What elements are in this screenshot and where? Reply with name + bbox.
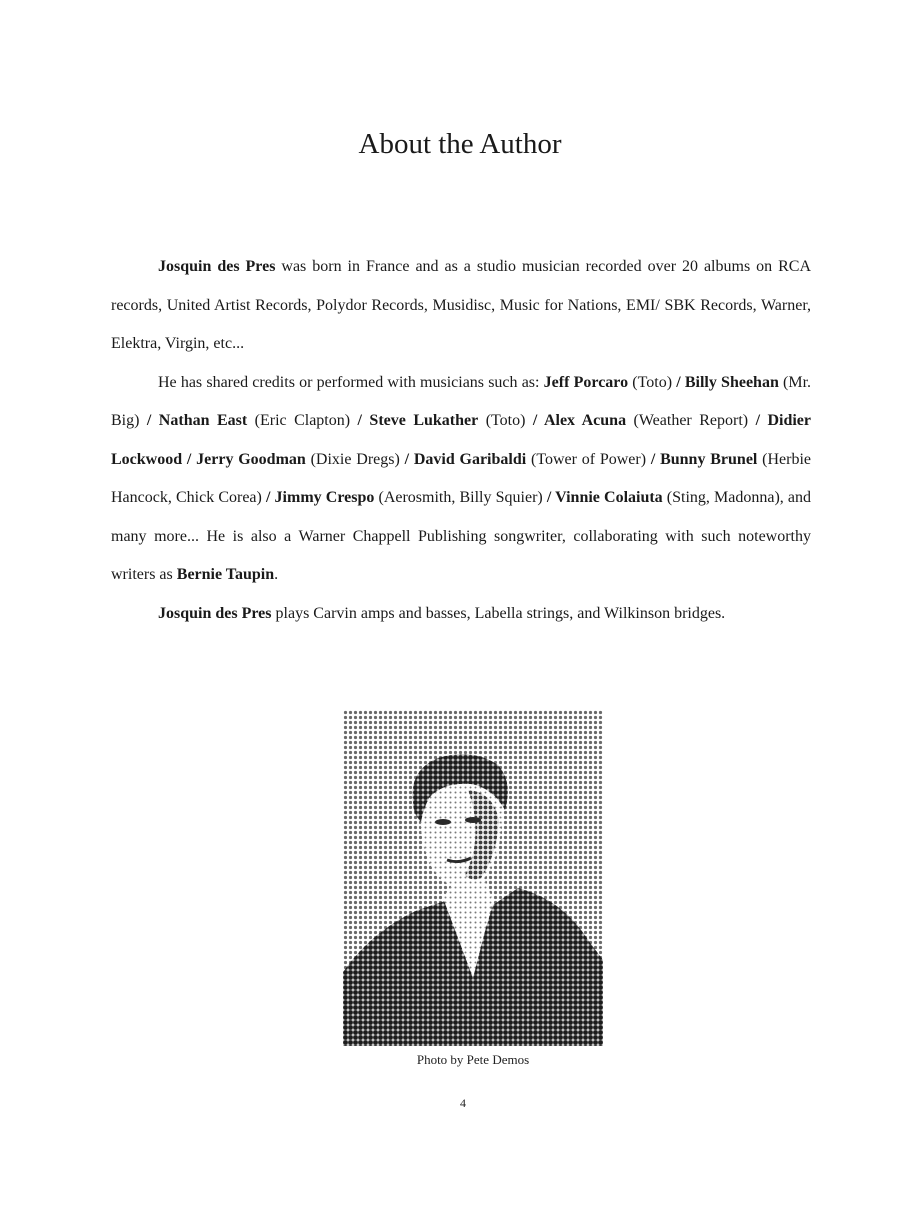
musician-name: / Bunny Brunel — [650, 450, 758, 468]
musician-band: (Herbie Hancock, Chick Corea) — [111, 450, 812, 506]
credits-end: . — [274, 566, 279, 583]
musician-band: (Weather Report) — [626, 412, 756, 429]
bio-paragraph-3 — [111, 595, 811, 634]
credits-outro: He is also a Warner Chappell Publishing songwriter, collaborating with such noteworthy writers as — [111, 527, 811, 583]
bio-paragraph-3-text: plays Carvin amps and basses, Labella strings, and Wilkinson bridges. — [271, 604, 726, 622]
author-bio — [111, 248, 811, 633]
author-name: Josquin des Pres — [158, 258, 276, 275]
musician-band: (Toto) — [628, 373, 677, 391]
page-title: About the Author — [358, 128, 562, 160]
musician-name: / Alex Acuna — [532, 412, 627, 429]
halftone-portrait — [343, 710, 603, 1046]
photo-caption: Photo by Pete Demos — [416, 1052, 530, 1067]
author-photo — [343, 710, 603, 1046]
musician-name: / Jimmy Crespo — [265, 489, 375, 506]
credits-intro: He has shared credits or performed with musicians such as: — [158, 373, 544, 391]
bio-paragraph-2 — [111, 364, 811, 595]
writer-name: Bernie Taupin — [176, 566, 275, 583]
musician-band: (Tower of Power) — [526, 450, 651, 468]
musician-band: (Dixie Dregs) — [305, 450, 405, 468]
musician-band: (Sting, Madonna), and many more... — [111, 489, 812, 545]
musician-name: / Nathan East — [146, 412, 248, 429]
musician-name: Jeff Porcaro — [543, 373, 629, 391]
musician-name: / Didier Lockwood / Jerry Goodman — [111, 412, 812, 468]
author-name: Josquin des Pres — [158, 604, 272, 622]
page-number: 4 — [460, 1096, 466, 1110]
musician-band: (Mr. Big) — [111, 373, 812, 429]
musician-band: (Eric Clapton) — [247, 412, 358, 429]
musician-band: (Aerosmith, Billy Squier) — [374, 489, 547, 506]
musician-name: / Billy Sheehan — [676, 373, 779, 391]
musician-name: / Vinnie Colaiuta — [546, 489, 663, 506]
musician-name: / Steve Lukather — [357, 412, 479, 429]
bio-paragraph-1 — [111, 248, 811, 364]
musician-name: / David Garibaldi — [404, 450, 527, 468]
musician-band: (Toto) — [478, 412, 533, 429]
bio-paragraph-1-text: was born in France and as a studio musician recorded over 20 albums on RCA records, United Artist Records, Polydor Records, Musidisc, Music for Nations, EMI/ SBK Records, Warner, Elektra, Virgin, etc... — [111, 258, 811, 352]
